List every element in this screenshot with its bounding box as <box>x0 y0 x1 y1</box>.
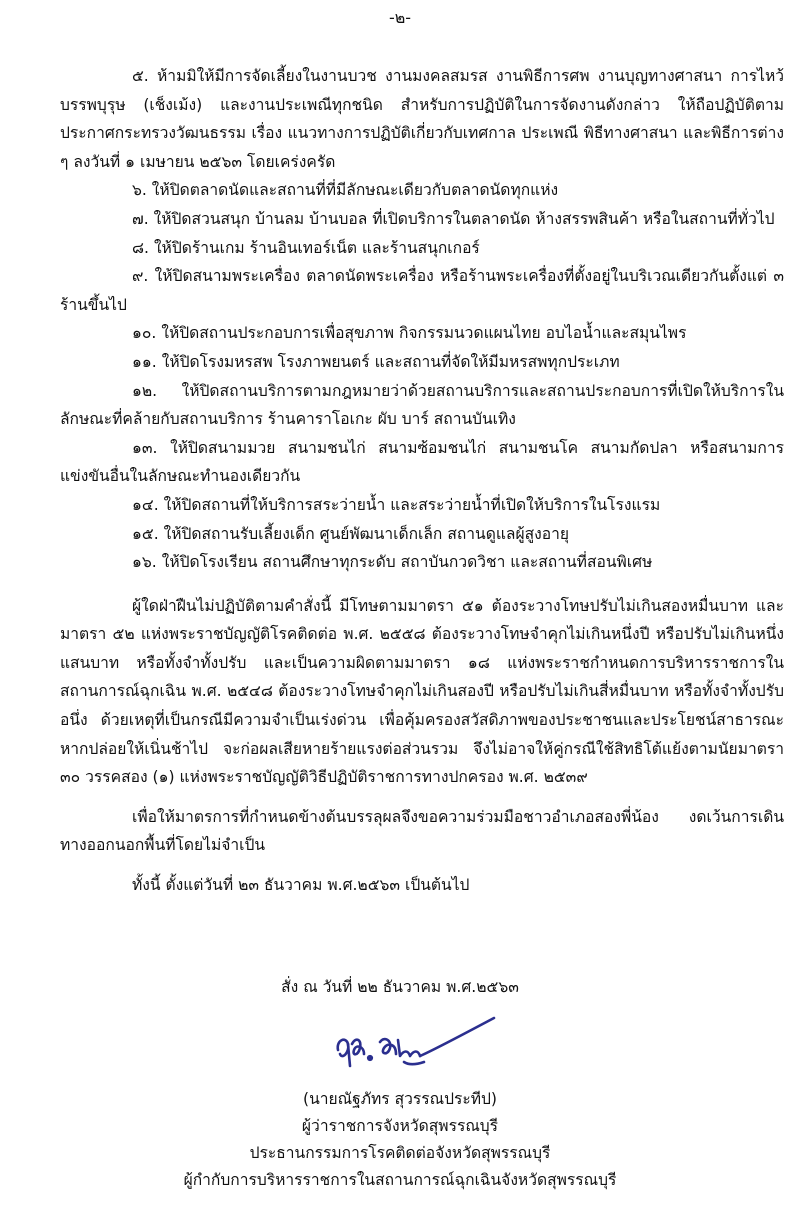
signatory-title-governor: ผู้ว่าราชการจังหวัดสุพรรณบุรี <box>301 1117 499 1135</box>
effective-date: ทั้งนี้ ตั้งแต่วันที่ ๒๓ ธันวาคม พ.ศ.๒๕๖๓ เป็นต้นไป <box>132 876 470 895</box>
clause-5: ๕. ห้ามมิให้มีการจัดเลี้ยงในงานบวช งานมงคลสมรส งานพิธีการศพ งานบุญทางศาสนา การไหว้บรรพบุรุษ (เช็งเม้ง) และงานประเพณีทุกชนิด สำหรับการปฏิบัติในการจัดงานดังกล่าว ให้ถือปฏิบัติตามประกาศกระทรวงวัฒนธรรม เรื่อง แนวทางการปฏิบัติเกี่ยวกับเทศกาล ประเพณี พิธีทางศาสนา และพิธีการต่าง ๆ ลงวันที่ ๑ เมษายน ๒๕๖๓ โดยเคร่งครัด <box>60 67 784 171</box>
clause-16: ๑๖. ให้ปิดโรงเรียน สถานศึกษาทุกระดับ สถาบันกวดวิชา และสถานที่สอนพิเศษ <box>132 553 653 572</box>
clause-11: ๑๑. ให้ปิดโรงมหรสพ โรงภาพยนตร์ และสถานที่จัดให้มีมหรสพทุกประเภท <box>132 352 620 371</box>
handwritten-signature <box>330 1010 500 1076</box>
cooperation-paragraph: เพื่อให้มาตรการที่กำหนดข้างต้นบรรลุผลจึงขอความร่วมมือชาวอำเภอสองพี่น้อง งดเว้นการเดินทางออกนอกพื้นที่โดยไม่จำเป็น <box>60 807 784 855</box>
penalty-paragraph: ผู้ใดฝ่าฝืนไม่ปฏิบัติตามคำสั่งนี้ มีโทษตามมาตรา ๕๑ ต้องระวางโทษปรับไม่เกินสองหมื่นบาท และมาตรา ๕๒ แห่งพระราชบัญญัติโรคติดต่อ พ.ศ. ๒๕๕๘ ต้องระวางโทษจำคุกไม่เกินหนึ่งปี หรือปรับไม่เกินหนึ่งแสนบาท หรือทั้งจำทั้งปรับ และเป็นความผิดตามมาตรา ๑๘ แห่งพระราชกำหนดการบริหารราชการในสถานการณ์ฉุกเฉิน พ.ศ. ๒๕๔๘ ต้องระวางโทษจำคุกไม่เกินสองปี หรือปรับไม่เกินสี่หมื่นบาท หรือทั้งจำทั้งปรับอนึ่ง ด้วยเหตุที่เป็นกรณีมีความจำเป็นเร่งด่วน เพื่อคุ้มครองสวัสดิภาพของประชาชนและประโยชน์สาธารณะหากปล่อยให้เนิ่นช้าไป จะก่อผลเสียหายร้ายแรงต่อส่วนรวม จึงไม่อาจให้คู่กรณีใช้สิทธิโต้แย้งตามนัยมาตรา ๓๐ วรรคสอง (๑) แห่งพระราชบัญญัติวิธีปฏิบัติราชการทางปกครอง พ.ศ. ๒๕๓๙ <box>60 596 784 787</box>
clause-15: ๑๕. ให้ปิดสถานรับเลี้ยงเด็ก ศูนย์พัฒนาเด็กเล็ก สถานดูแลผู้สูงอายุ <box>132 524 569 543</box>
signatory-name: (นายณัฐภัทร สุวรรณประทีป) <box>302 1090 497 1108</box>
clause-12: ๑๒. ให้ปิดสถานบริการตามกฎหมายว่าด้วยสถานบริการและสถานประกอบการที่เปิดให้บริการในลักษณะที่คล้ายกับสถานบริการ ร้านคาราโอเกะ ผับ บาร์ สถานบันเทิง <box>60 381 784 429</box>
clause-14: ๑๔. ให้ปิดสถานที่ให้บริการสระว่ายน้ำ และสระว่ายน้ำที่เปิดให้บริการในโรงแรม <box>132 495 661 514</box>
clause-10: ๑๐. ให้ปิดสถานประกอบการเพื่อสุขภาพ กิจกรรมนวดแผนไทย อบไอน้ำและสมุนไพร <box>132 324 687 343</box>
clause-7: ๗. ให้ปิดสวนสนุก บ้านลม บ้านบอล ที่เปิดบริการในตลาดนัด ห้างสรรพสินค้า หรือในสถานที่ทั่วไป <box>132 209 775 228</box>
order-body <box>60 62 784 900</box>
clause-13: ๑๓. ให้ปิดสนามมวย สนามชนไก่ สนามซ้อมชนไก่ สนามชนโค สนามกัดปลา หรือสนามการแข่งขันอื่นในลักษณะทำนองเดียวกัน <box>60 438 784 486</box>
signatory-title-committee: ประธานกรรมการโรคติดต่อจังหวัดสุพรรณบุรี <box>249 1144 551 1162</box>
clause-8: ๘. ให้ปิดร้านเกม ร้านอินเทอร์เน็ต และร้านสนุกเกอร์ <box>132 238 480 257</box>
signatory-title-emergency: ผู้กำกับการบริหารราชการในสถานการณ์ฉุกเฉินจังหวัดสุพรรณบุรี <box>183 1171 617 1189</box>
order-date: สั่ง ณ วันที่ ๒๒ ธันวาคม พ.ศ.๒๕๖๓ <box>281 978 519 996</box>
clause-9: ๙. ให้ปิดสนามพระเครื่อง ตลาดนัดพระเครื่อง หรือร้านพระเครื่องที่ตั้งอยู่ในบริเวณเดียวกันตั้งแต่ ๓ ร้านขึ้นไป <box>60 267 784 314</box>
clause-6: ๖. ให้ปิดตลาดนัดและสถานที่ที่มีลักษณะเดียวกับตลาดนัดทุกแห่ง <box>132 181 559 200</box>
signatory-block <box>0 1086 800 1194</box>
page-number: -๒- <box>388 8 412 27</box>
